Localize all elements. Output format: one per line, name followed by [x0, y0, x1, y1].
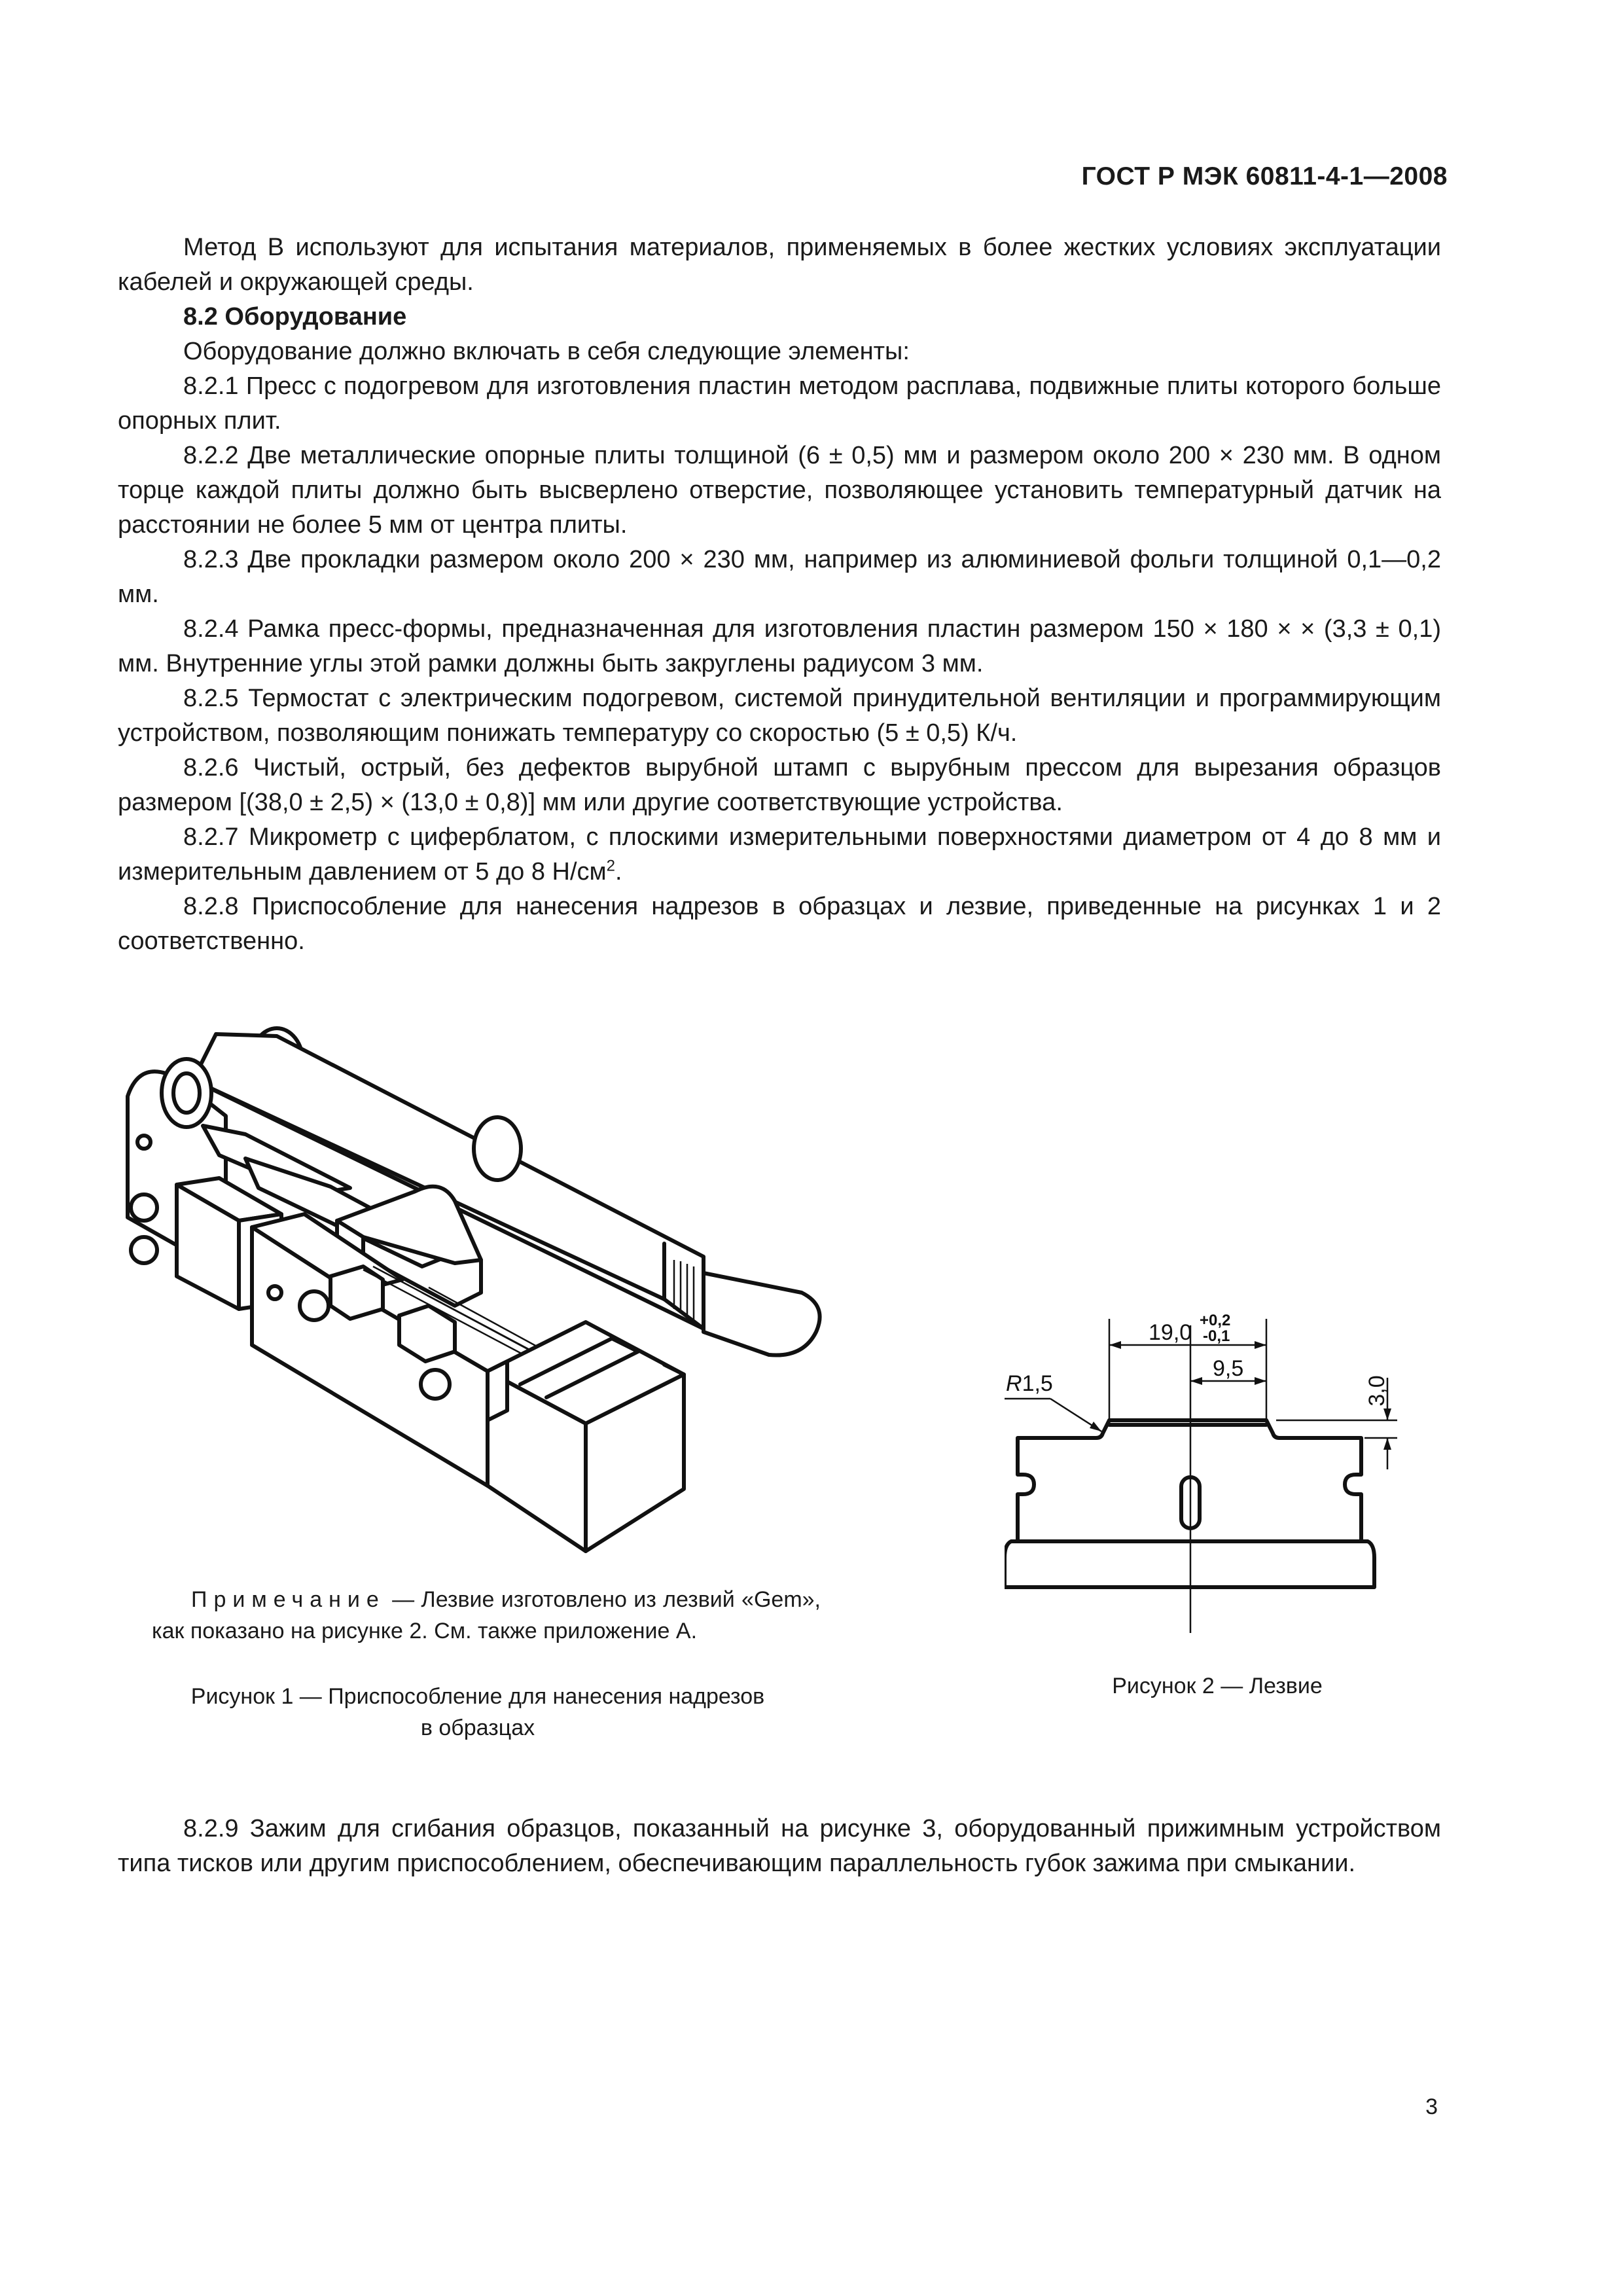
paragraph-8-2-5: 8.2.5 Термостат с электрическим подогревом, системой принудительной вентиляции и программирующим устройством, позволяющим понижать температуру со скоростью (5 ± 0,5) К/ч.	[118, 685, 1441, 747]
paragraph-8-2-4: 8.2.4 Рамка пресс-формы, предназначенная для изготовления пластин размером 150 × 180 × × (3,3 ± 0,1) мм. Внутренние углы этой рамки должны быть закруглены радиусом 3 мм.	[118, 615, 1441, 677]
figure-2-caption: Рисунок 2 — Лезвие	[1112, 1674, 1323, 1698]
page-number: 3	[1425, 2094, 1438, 2119]
standard-code-header: ГОСТ Р МЭК 60811-4-1—2008	[1081, 162, 1448, 190]
figure-1-note	[152, 1584, 821, 1647]
figure-1-caption-line-1: Рисунок 1 — Приспособление для нанесения надрезов	[190, 1684, 765, 1709]
paragraph-8-2-1: 8.2.1 Пресс с подогревом для изготовления пластин методом расплава, подвижные плиты которого больше опорных плит.	[118, 372, 1441, 435]
dim-width-main: 19,0	[1149, 1320, 1192, 1345]
paragraph-equipment-intro: Оборудование должно включать в себя следующие элементы:	[183, 338, 910, 365]
dim-half-width: 9,5	[1213, 1356, 1244, 1381]
paragraph-8-2-7-text: 8.2.7 Микрометр с циферблатом, с плоскими измерительными поверхностями диаметром от 4 до 8 мм и измерительным давлением от 5 до 8 Н/см	[118, 823, 1441, 886]
paragraph-8-2-2: 8.2.2 Две металлические опорные плиты толщиной (6 ± 0,5) мм и размером около 200 × 230 мм. В одном торце каждой плиты должно быть высверлено отверстие, позволяющее установить температурный датчик на расстоянии не более 5 мм от центра плиты.	[118, 442, 1441, 539]
paragraph-8-2-7	[118, 820, 1441, 889]
paragraph-8-2-3: 8.2.3 Две прокладки размером около 200 × 230 мм, например из алюминиевой фольги толщиной 0,1—0,2 мм.	[118, 546, 1441, 608]
figure-1-caption-line-2: в образцах	[420, 1715, 535, 1740]
figure-1-note-label: Примечание	[191, 1587, 385, 1612]
figure-1-notching-device-drawing	[115, 1018, 841, 1561]
paragraph-method-b: Метод В используют для испытания материалов, применяемых в более жестких условиях эксплуатации кабелей и окружающей среды.	[118, 234, 1441, 296]
dim-width-lower-tolerance: -0,1	[1203, 1327, 1230, 1345]
section-heading-equipment: 8.2 Оборудование	[183, 303, 407, 331]
radius-label-r: R	[1006, 1371, 1022, 1396]
figure-2-blade-drawing	[1005, 1299, 1423, 1640]
figure-1-caption	[144, 1681, 812, 1744]
paragraph-8-2-6: 8.2.6 Чистый, острый, без дефектов вырубной штамп с вырубным прессом для вырезания образцов размером [(38,0 ± 2,5) × (13,0 ± 0,8)] мм или другие соответствующие устройства.	[118, 754, 1441, 816]
radius-label	[1006, 1371, 1053, 1396]
main-text	[118, 230, 1441, 959]
radius-label-value: 1,5	[1022, 1371, 1053, 1396]
figure-1-note-text: — Лезвие изготовлено из лезвий «Gem», как показано на рисунке 2. См. также приложение А.	[152, 1587, 821, 1643]
main-text-continued	[118, 1812, 1441, 1881]
paragraph-8-2-7-end: .	[615, 858, 622, 886]
dim-height: 3,0	[1364, 1375, 1389, 1407]
superscript-2: 2	[606, 857, 616, 875]
paragraph-8-2-8: 8.2.8 Приспособление для нанесения надрезов в образцах и лезвие, приведенные на рисунках 1 и 2 соответственно.	[118, 893, 1441, 955]
dim-width-upper-tolerance: +0,2	[1200, 1312, 1231, 1329]
paragraph-8-2-9: 8.2.9 Зажим для сгибания образцов, показанный на рисунке 3, оборудованный прижимным устройством типа тисков или другим приспособлением, обеспечивающим параллельность губок зажима при смыкании.	[118, 1815, 1441, 1877]
